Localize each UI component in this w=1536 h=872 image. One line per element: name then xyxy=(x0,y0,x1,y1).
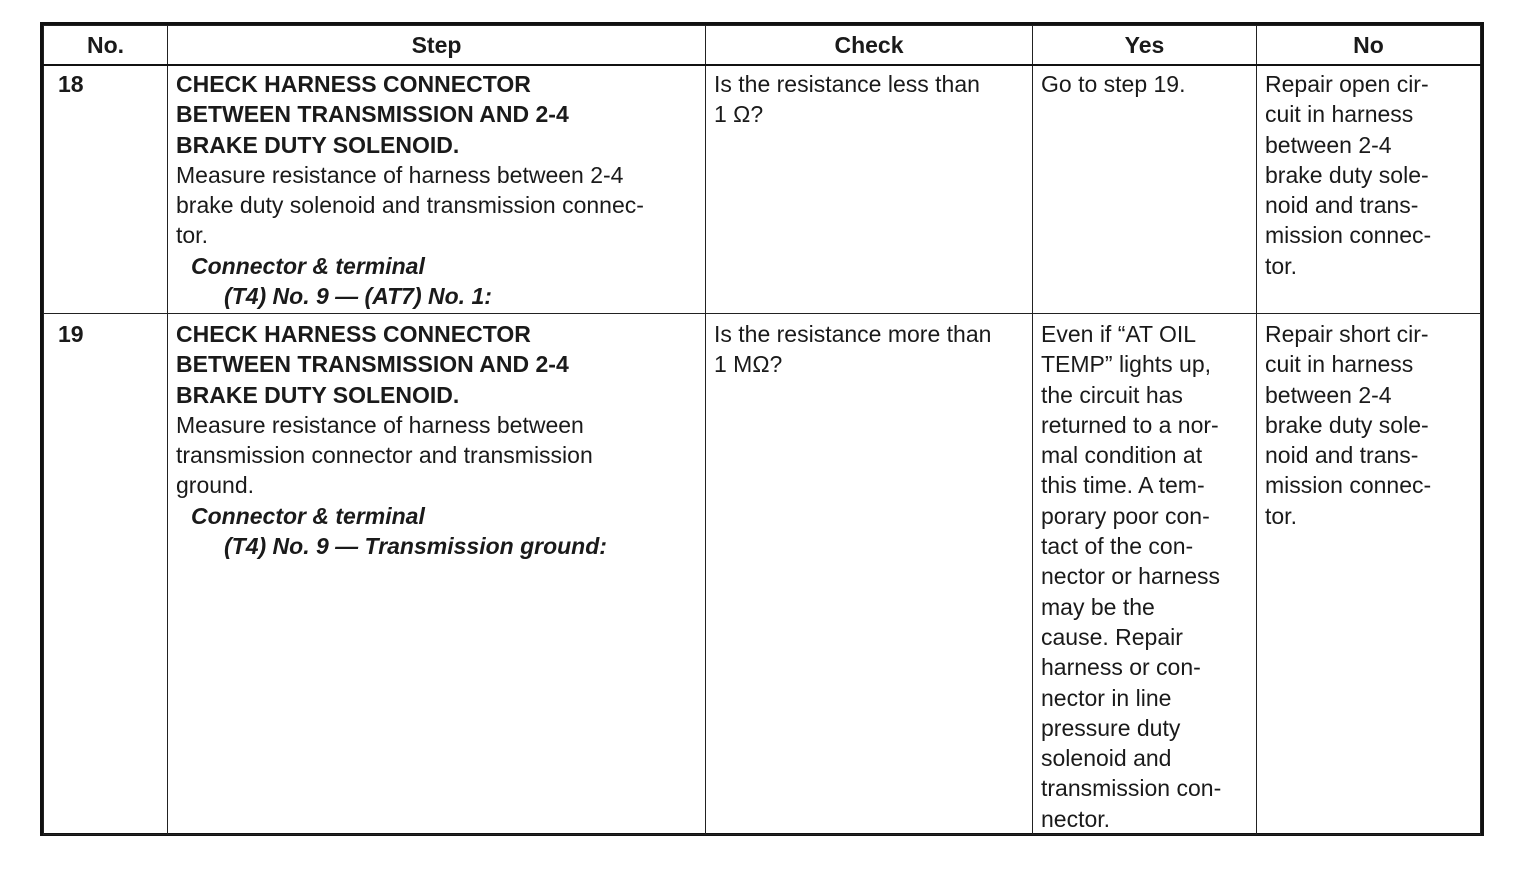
step-number: 18 xyxy=(44,65,168,314)
no-result-cell xyxy=(1257,314,1481,835)
no-result-text: Repair short cir- cuit in harness between 2-4 brake duty sole- noid and trans- mission connec- tor. xyxy=(1265,321,1432,529)
header-no: No. xyxy=(44,26,168,66)
step-title: CHECK HARNESS CONNECTOR BETWEEN TRANSMISSION AND 2-4 BRAKE DUTY SOLENOID. xyxy=(176,71,569,158)
step-title: CHECK HARNESS CONNECTOR BETWEEN TRANSMISSION AND 2-4 BRAKE DUTY SOLENOID. xyxy=(176,321,569,408)
diagnostic-table-frame xyxy=(40,22,1484,836)
yes-cell xyxy=(1033,65,1257,314)
table-row xyxy=(44,314,1481,835)
check-text: Is the resistance less than 1 Ω? xyxy=(714,71,980,128)
yes-text: Even if “AT OIL TEMP” lights up, the circuit has returned to a nor- mal condition at this time. A tem- porary poor con- tact of the con- nector or harness may be the cause. Repair harness or con- nector in line pressure duty solenoid and transmission con- nector. xyxy=(1041,321,1222,832)
table-row xyxy=(44,65,1481,314)
yes-cell xyxy=(1033,314,1257,835)
no-result-text: Repair open cir- cuit in harness between 2-4 brake duty sole- noid and trans- mission connec- tor. xyxy=(1265,71,1432,279)
header-no-result: No xyxy=(1257,26,1481,66)
check-text: Is the resistance more than 1 MΩ? xyxy=(714,321,992,378)
header-yes: Yes xyxy=(1033,26,1257,66)
no-result-cell xyxy=(1257,65,1481,314)
terminal-spec: (T4) No. 9 — (AT7) No. 1: xyxy=(224,283,492,310)
diagnostic-table xyxy=(43,25,1481,835)
yes-text: Go to step 19. xyxy=(1041,71,1186,97)
connector-label: Connector & terminal xyxy=(191,252,425,279)
header-check: Check xyxy=(706,26,1033,66)
check-cell xyxy=(706,314,1033,835)
header-step: Step xyxy=(168,26,706,66)
step-cell xyxy=(168,314,706,835)
step-number: 19 xyxy=(44,314,168,835)
table-header-row xyxy=(44,26,1481,66)
terminal-spec: (T4) No. 9 — Transmission ground: xyxy=(224,533,607,560)
step-description: Measure resistance of harness between 2-4 brake duty solenoid and transmission connec- tor. xyxy=(176,161,644,249)
connector-label: Connector & terminal xyxy=(191,502,425,529)
step-description: Measure resistance of harness between transmission connector and transmission ground. xyxy=(176,411,593,499)
check-cell xyxy=(706,65,1033,314)
step-cell xyxy=(168,65,706,314)
